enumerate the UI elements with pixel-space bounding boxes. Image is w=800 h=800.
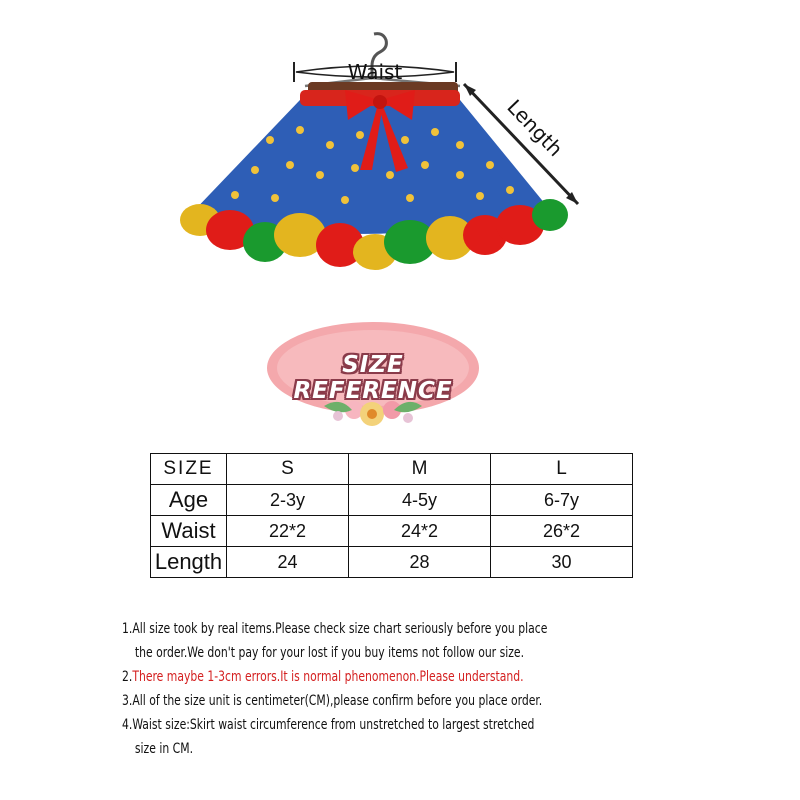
waist-measure-arrow bbox=[294, 60, 456, 84]
table-cell: 24*2 bbox=[349, 516, 491, 547]
size-chart-table bbox=[150, 453, 633, 578]
table-row bbox=[151, 485, 633, 516]
table-row bbox=[151, 547, 633, 578]
row-label-waist: Waist bbox=[151, 516, 227, 547]
table-cell: 6-7y bbox=[491, 485, 633, 516]
size-reference-badge bbox=[262, 318, 484, 436]
note-3: 3.All of the size unit is centimeter(CM),please confirm before you place order. bbox=[122, 693, 543, 709]
table-cell: 30 bbox=[491, 547, 633, 578]
note-2-warning-text: There maybe 1-3cm errors.It is normal phenomenon.Please understand. bbox=[132, 669, 524, 685]
flower-decoration-icon bbox=[324, 401, 422, 426]
tutu-skirt-image bbox=[160, 20, 600, 290]
size-header-cell: SIZE bbox=[151, 454, 227, 485]
note-1-line-1: 1.All size took by real items.Please check size chart seriously before you place bbox=[122, 621, 548, 637]
table-header-row bbox=[151, 454, 633, 485]
size-column-l: L bbox=[491, 454, 633, 485]
note-4-line-2: size in CM. bbox=[134, 741, 194, 757]
note-4-line-1: 4.Waist size:Skirt waist circumference from unstretched to largest stretched bbox=[122, 717, 535, 733]
note-2 bbox=[122, 665, 638, 689]
row-label-length: Length bbox=[151, 547, 227, 578]
size-reference-title: SIZE REFERENCE bbox=[293, 352, 453, 404]
table-row bbox=[151, 516, 633, 547]
row-label-age: Age bbox=[151, 485, 227, 516]
size-column-s: S bbox=[227, 454, 349, 485]
table-cell: 24 bbox=[227, 547, 349, 578]
table-cell: 26*2 bbox=[491, 516, 633, 547]
size-notes bbox=[122, 617, 722, 761]
note-2-number: 2. bbox=[122, 669, 133, 685]
length-label: Length bbox=[502, 94, 568, 162]
table-cell: 2-3y bbox=[227, 485, 349, 516]
size-column-m: M bbox=[349, 454, 491, 485]
table-cell: 22*2 bbox=[227, 516, 349, 547]
table-cell: 28 bbox=[349, 547, 491, 578]
table-cell: 4-5y bbox=[349, 485, 491, 516]
note-1-line-2: the order.We don't pay for your lost if you buy items not follow our size. bbox=[134, 645, 525, 661]
waist-label: Waist bbox=[347, 60, 403, 84]
